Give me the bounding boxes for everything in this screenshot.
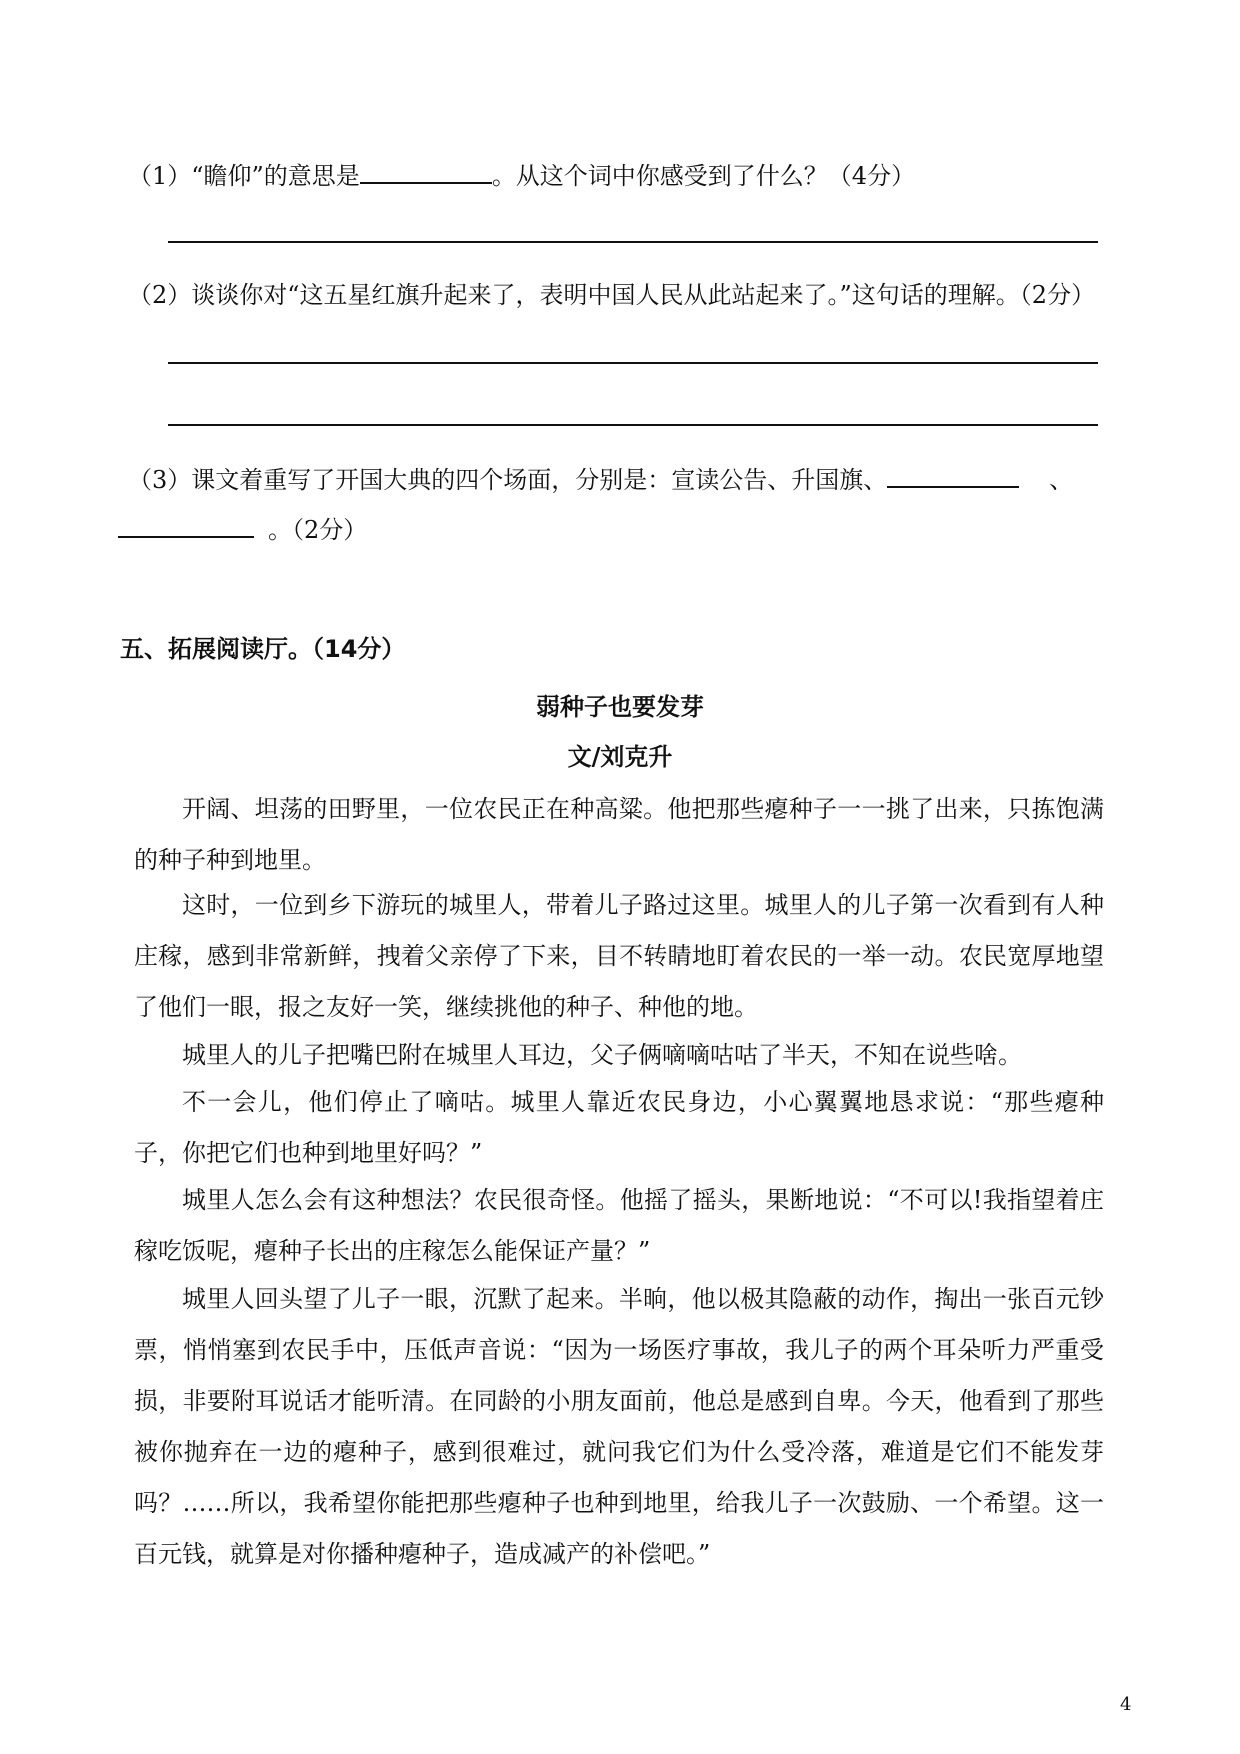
article-paragraph: 城里人回头望了儿子一眼，沉默了起来。半晌，他以极其隐蔽的动作，掏出一张百元钞票，悄悄塞到农民手中，压低声音说：“因为一场医疗事故，我儿子的两个耳朵听力严重受损，非要附耳说话才能听清。在同龄的小朋友面前，他总是感到自卑。今天，他看到了那些被你抛弃在一边的瘪种子，感到很难过，就问我它们为什么受冷落，难道是它们不能发芽吗？……所以，我希望你能把那些瘪种子也种到地里，给我儿子一次鼓励、一个希望。这一百元钱，就算是对你播种瘪种子，造成减产的补偿吧。”	[134, 1285, 1104, 1568]
question-3-end: 。（2分）	[268, 516, 368, 544]
question-3-line-1	[128, 462, 1073, 497]
question-3-line-2	[118, 512, 367, 547]
page-number: 4	[1120, 1694, 1132, 1715]
article-title: 弱种子也要发芽	[536, 692, 704, 721]
question-1	[128, 158, 915, 193]
question-1-suffix: 。从这个词中你感受到了什么？（4分）	[491, 162, 916, 190]
question-3-blank-2[interactable]	[118, 512, 254, 538]
question-1-answer-line[interactable]	[168, 241, 1098, 243]
article-paragraph: 不一会儿，他们停止了嘀咕。城里人靠近农民身边，小心翼翼地恳求说：“那些瘪种子，你把它们也种到地里好吗？”	[134, 1088, 1104, 1167]
question-2: （2）谈谈你对“这五星红旗升起来了，表明中国人民从此站起来了。”这句话的理解。（2分）	[128, 281, 1096, 309]
question-2-answer-line-2[interactable]	[168, 424, 1098, 426]
section-heading: 五、拓展阅读厅。（14分）	[120, 635, 406, 663]
article-paragraph: 城里人怎么会有这种想法？农民很奇怪。他摇了摇头，果断地说：“不可以!我指望着庄稼吃饭呢，瘪种子长出的庄稼怎么能保证产量？”	[134, 1186, 1104, 1265]
question-3-prefix: （3）课文着重写了开国大典的四个场面，分别是：宣读公告、升国旗、	[128, 466, 888, 494]
article-paragraph: 开阔、坦荡的田野里，一位农民正在种高粱。他把那些瘪种子一一挑了出来，只拣饱满的种子种到地里。	[134, 795, 1104, 874]
article-author: 文/刘克升	[567, 742, 673, 771]
question-3-separator: 、	[1049, 466, 1074, 494]
question-1-blank[interactable]	[360, 158, 492, 184]
question-2-answer-line-1[interactable]	[168, 362, 1098, 364]
question-1-prefix: （1）“瞻仰”的意思是	[128, 162, 360, 190]
question-3-blank-1[interactable]	[887, 462, 1019, 488]
article-paragraph: 这时，一位到乡下游玩的城里人，带着儿子路过这里。城里人的儿子第一次看到有人种庄稼，感到非常新鲜，拽着父亲停了下来，目不转睛地盯着农民的一举一动。农民宽厚地望了他们一眼，报之友好一笑，继续挑他的种子、种他的地。	[134, 891, 1104, 1021]
article-paragraph: 城里人的儿子把嘴巴附在城里人耳边，父子俩嘀嘀咕咕了半天，不知在说些啥。	[182, 1041, 1022, 1069]
